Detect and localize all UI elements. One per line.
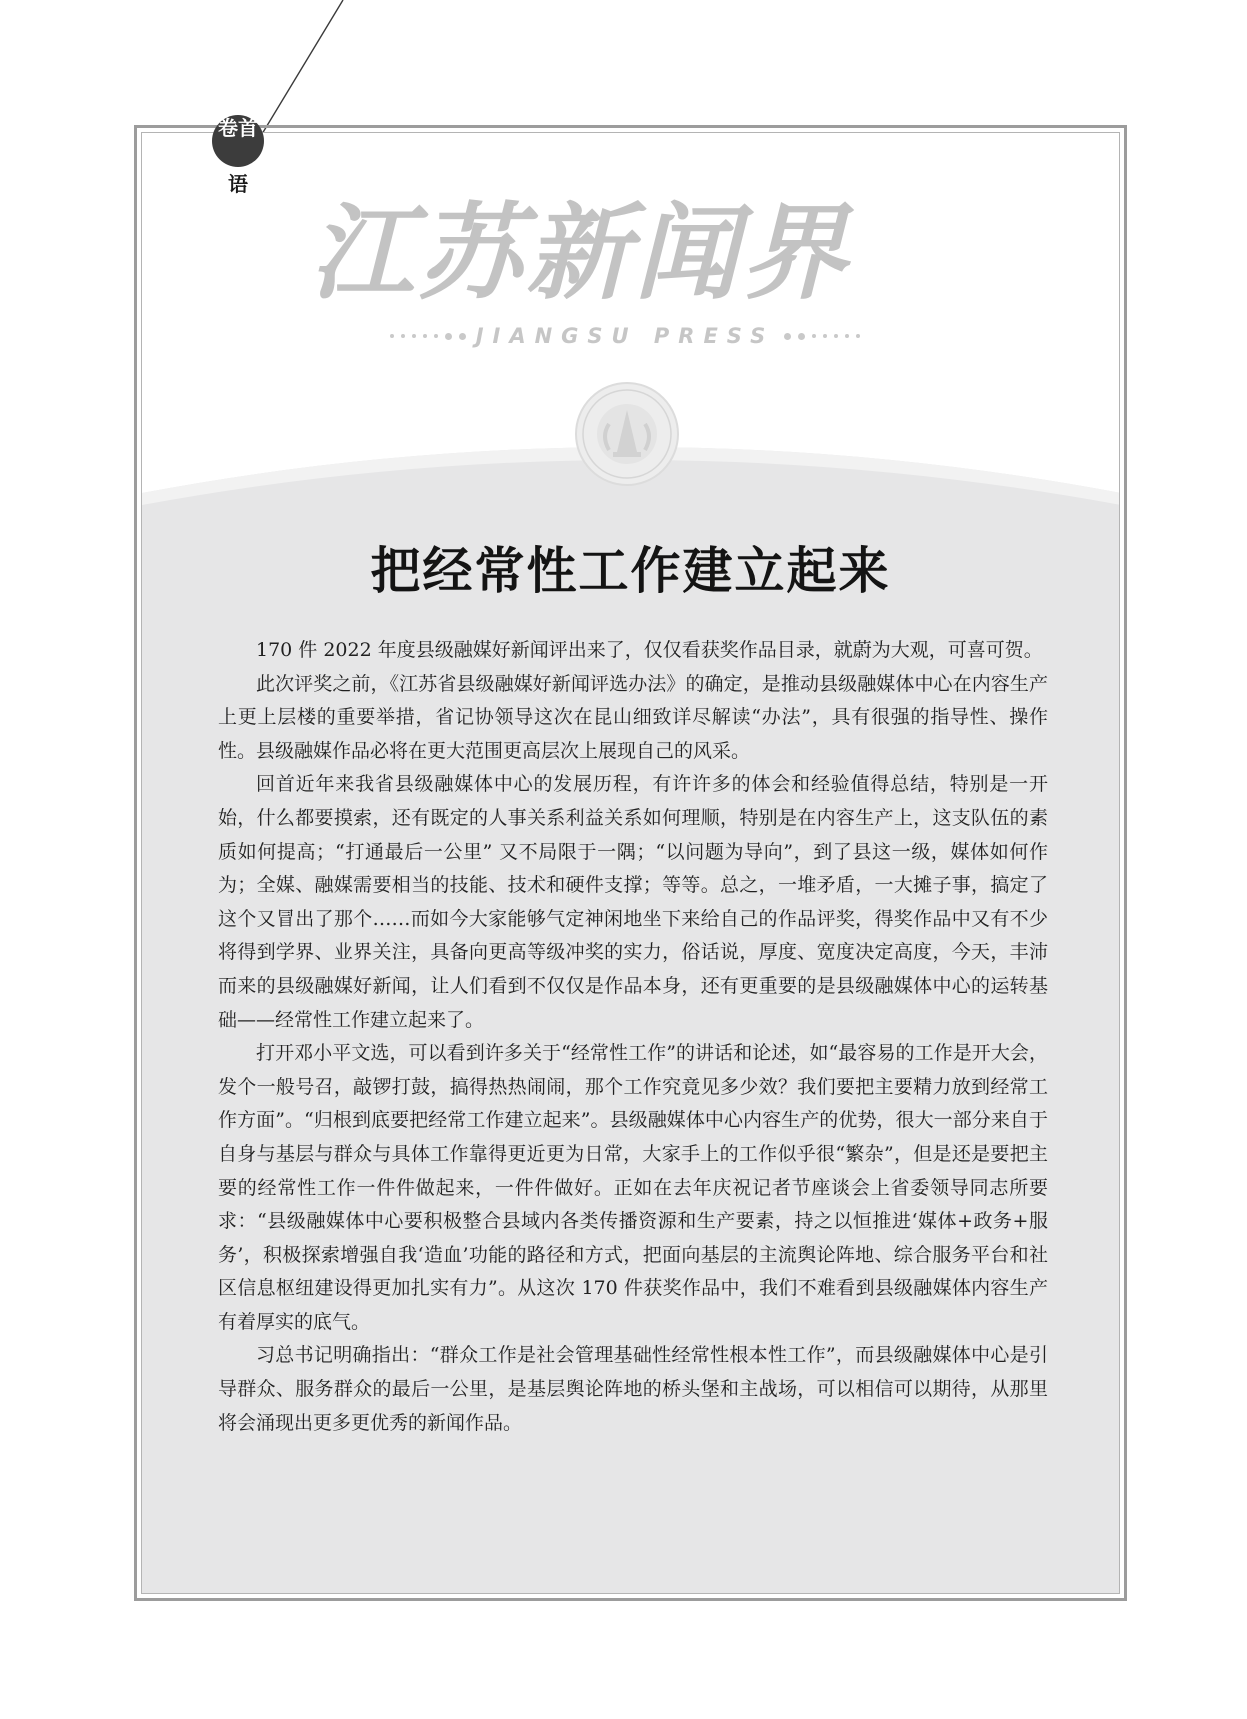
article-title: 把经常性工作建立起来 bbox=[370, 541, 891, 600]
masthead-subtitle: JIANGSU PRESS bbox=[475, 324, 775, 348]
article-paragraph: 打开邓小平文选，可以看到许多关于“经常性工作”的讲话和论述，如“最容易的工作是开大会，发个一般号召，敲锣打鼓，搞得热热闹闹，那个工作究竟见多少效？我们要把主要精力放到经常工作方面”。“归根到底要把经常工作建立起来”。县级融媒体中心内容生产的优势，很大一部分来自于自身与基层与群众与具体工作靠得更近更为日常，大家手上的工作似乎很“繁杂”，但是还是要把主要的经常性工作一件件做起来，一件件做好。正如在去年庆祝记者节座谈会上省委领导同志所要求：“县级融媒体中心要积极整合县域内各类传播资源和生产要素，持之以恒推进‘媒体+政务+服务’，积极探索增强自我‘造血’功能的路径和方式，把面向基层的主流舆论阵地、综合服务平台和社区信息枢纽建设得更加扎实有力”。从这次 170 件获奖作品中，我们不难看到县级融媒体内容生产有着厚实的底气。 bbox=[218, 1042, 1048, 1333]
article-body bbox=[218, 634, 1048, 1440]
journalists-association-seal-icon bbox=[573, 380, 681, 488]
article-paragraph: 习总书记明确指出：“群众工作是社会管理基础性经常性根本性工作”，而县级融媒体中心是引导群众、服务群众的最后一公里，是基层舆论阵地的桥头堡和主战场，可以相信可以期待，从那里将会涌现出更多更优秀的新闻作品。 bbox=[218, 1344, 1048, 1434]
masthead-subtitle-row bbox=[330, 322, 920, 350]
article-paragraph: 此次评奖之前，《江苏省县级融媒好新闻评选办法》的确定，是推动县级融媒体中心在内容生产上更上层楼的重要举措，省记协领导这次在昆山细致详尽解读“办法”，具有很强的指导性、操作性。县级融媒作品必将在更大范围更高层次上展现自己的风采。 bbox=[218, 672, 1048, 762]
masthead-title: 江苏新闻界 bbox=[310, 192, 851, 314]
article-paragraph: 170 件 2022 年度县级融媒好新闻评出来了，仅仅看获奖作品目录，就蔚为大观，可喜可贺。 bbox=[256, 639, 1043, 661]
section-badge-top: 卷首 bbox=[218, 116, 258, 140]
section-badge-tail: 语 bbox=[228, 172, 248, 196]
section-badge bbox=[212, 115, 264, 167]
article-paragraph: 回首近年来我省县级融媒体中心的发展历程，有许许多的体会和经验值得总结，特别是一开始，什么都要摸索，还有既定的人事关系利益关系如何理顺，特别是在内容生产上，这支队伍的素质如何提高；“打通最后一公里” 又不局限于一隅；“以问题为导向”，到了县这一级，媒体如何作为；全媒、融媒需要相当的技能、技术和硬件支撑；等等。总之，一堆矛盾，一大摊子事，搞定了这个又冒出了那个……而如今大家能够气定神闲地坐下来给自己的作品评奖，得奖作品中又有不少将得到学界、业界关注，具备向更高等级冲奖的实力，俗话说，厚度、宽度决定高度，今天，丰沛而来的县级融媒好新闻，让人们看到不仅仅是作品本身，还有更重要的是县级融媒体中心的运转基础——经常性工作建立起来了。 bbox=[218, 773, 1048, 1031]
masthead-dots-right bbox=[784, 333, 860, 340]
masthead-dots-left bbox=[390, 333, 466, 340]
